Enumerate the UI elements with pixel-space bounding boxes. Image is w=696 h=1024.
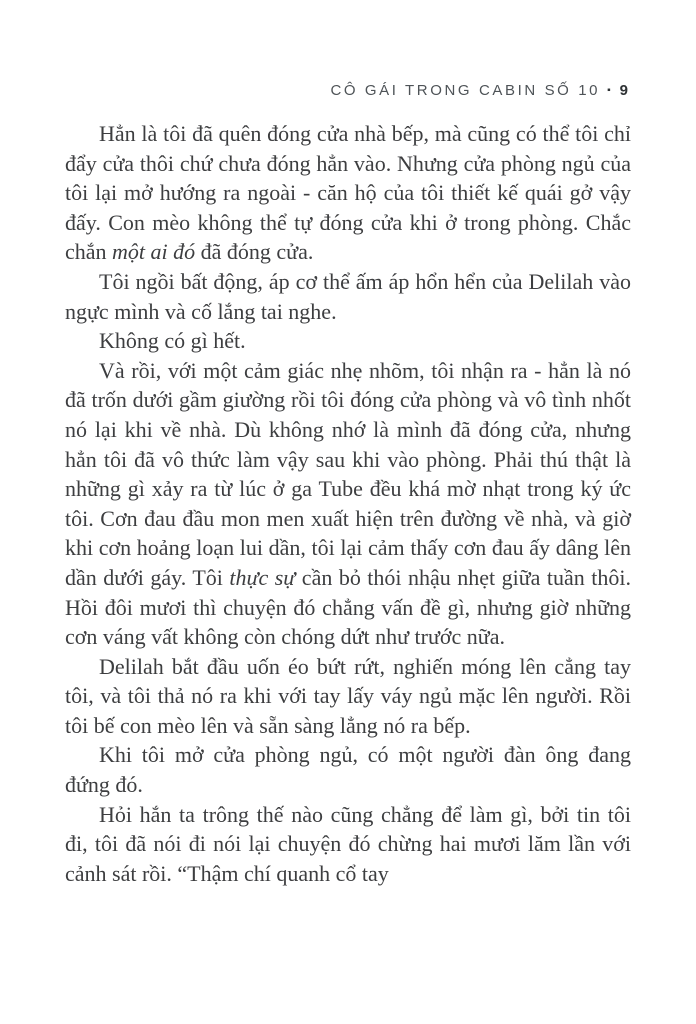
- paragraph: [65, 652, 631, 741]
- italic-text-run: một ai đó: [112, 239, 196, 265]
- paragraph: [65, 267, 631, 326]
- page-body: [65, 119, 631, 888]
- text-run: cần bỏ thói nhậu nhẹt giữa tuần thôi. Hồi đôi mươi thì chuyện đó chẳng vấn đề gì, nhưng giờ những cơn váng vất không còn chóng dứt như trước nữa.: [65, 564, 631, 650]
- separator-bullet-icon: ▪: [607, 85, 611, 96]
- text-run: Delilah bắt đầu uốn éo bứt rứt, nghiến móng lên cẳng tay tôi, và tôi thả nó ra khi với tay lấy váy ngủ mặc lên người. Rồi tôi bế con mèo lên và sẵn sàng lẳng nó ra bếp.: [65, 653, 631, 738]
- paragraph: [65, 119, 631, 267]
- text-run: Khi tôi mở cửa phòng ngủ, có một người đàn ông đang đứng đó.: [65, 742, 631, 798]
- page-number: 9: [619, 82, 628, 99]
- running-title: CÔ GÁI TRONG CABIN SỐ 10: [330, 82, 601, 99]
- text-run: Và rồi, với một cảm giác nhẹ nhõm, tôi nhận ra - hẳn là nó đã trốn dưới gầm giường rồi tôi đóng cửa phòng và vô tình nhốt nó lại khi về nhà. Dù không nhớ là mình đã đóng cửa, nhưng hẳn tôi đã vô thức làm vậy sau khi vào phòng. Phải thú thật là những gì xảy ra từ lúc ở ga Tube đều khá mờ nhạt trong ký ức tôi. Cơn đau đầu mon men xuất hiện trên đường về nhà, và giờ khi cơn hoảng loạn lui dần, tôi lại cảm thấy cơn đau ấy dâng lên dần dưới gáy. Tôi: [65, 357, 631, 590]
- paragraph: [65, 326, 631, 356]
- page-header: [65, 82, 628, 99]
- paragraph: [65, 356, 631, 652]
- italic-text-run: thực sự: [229, 564, 296, 590]
- text-run: Tôi ngồi bất động, áp cơ thể ấm áp hổn hển của Delilah vào ngực mình và cố lắng tai nghe.: [65, 268, 631, 324]
- paragraph: [65, 800, 631, 889]
- paragraph: [65, 740, 631, 799]
- text-run: Hẳn là tôi đã quên đóng cửa nhà bếp, mà cũng có thể tôi chỉ đẩy cửa thôi chứ chưa đóng hẳn vào. Nhưng cửa phòng ngủ của tôi lại mở hướng ra ngoài - căn hộ của tôi thiết kế quái gở vậy đấy. Con mèo không thể tự đóng cửa khi ở trong phòng. Chắc chắn: [65, 121, 631, 265]
- text-run: Không có gì hết.: [99, 328, 246, 354]
- text-run: Hỏi hắn ta trông thế nào cũng chẳng để làm gì, bởi tin tôi đi, tôi đã nói đi nói lại chuyện đó chừng hai mươi lăm lần với cảnh sát rồi. “Thậm chí quanh cổ tay: [65, 801, 631, 886]
- text-run: đã đóng cửa.: [195, 239, 314, 265]
